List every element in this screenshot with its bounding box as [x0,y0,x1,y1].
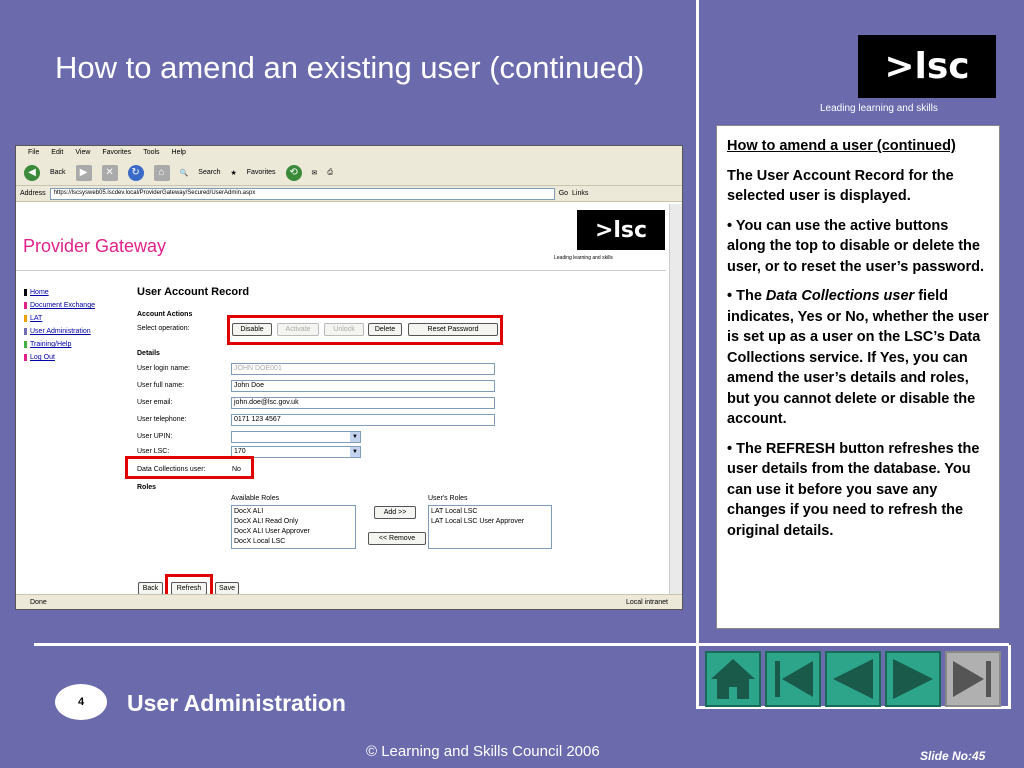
telephone-field[interactable]: 0171 123 4567 [231,414,495,426]
gateway-logo: >lsc [577,210,665,250]
telephone-label: User telephone: [137,416,187,423]
menu-view[interactable]: View [75,149,91,156]
skip-forward-icon [947,653,999,705]
gateway-divider [16,270,666,271]
vertical-scrollbar[interactable] [669,204,682,595]
first-slide-button[interactable] [765,651,821,707]
home-icon [707,653,759,705]
menu-file[interactable]: File [28,149,40,156]
print-icon[interactable]: ⎙ [327,168,334,176]
remove-role-button[interactable]: << Remove [368,532,426,545]
highlight-data-collections [125,456,254,479]
back-button[interactable]: Back [138,582,163,595]
nav-item-home[interactable]: Home [24,286,95,299]
skip-back-icon [767,653,819,705]
home-button[interactable] [705,651,761,707]
notes-paragraph-4: • The REFRESH button refreshes the user details from the database. You can use it before you save any changes if you need to refresh the original details. [727,440,980,539]
data-collections-label: Data Collections user: [137,466,206,473]
upin-label: User UPIN: [137,433,173,440]
browser-statusbar [16,594,682,609]
list-item[interactable]: DocX Local LSC [234,538,286,545]
lsc-logo-tagline: Leading learning and skills [820,103,938,114]
slide-number: Slide No:45 [920,749,986,763]
gateway-title: Provider Gateway [23,236,167,256]
list-item[interactable]: LAT Local LSC [431,508,478,515]
available-roles-label: Available Roles [231,495,280,502]
menu-tools[interactable]: Tools [143,149,160,156]
previous-slide-button[interactable] [825,651,881,707]
address-input[interactable]: https://lscsysweb05.lscdev.local/ProviderGateway/Secured/UserAdmin.aspx [50,188,555,200]
browser-toolbar [16,160,682,186]
divider-nav-right [1008,645,1011,709]
copyright: © Learning and Skills Council 2006 [366,743,600,760]
details-heading: Details [137,350,160,357]
menu-help[interactable]: Help [171,149,186,156]
email-field[interactable]: john.doe@lsc.gov.uk [231,397,495,409]
delete-button[interactable]: Delete [368,323,402,336]
slide-title: How to amend an existing user (continued) [55,50,645,85]
full-name-label: User full name: [137,382,185,389]
divider-vertical [696,0,699,708]
disable-button[interactable]: Disable [232,323,272,336]
last-slide-button[interactable] [945,651,1001,707]
save-button[interactable]: Save [215,582,239,595]
list-item[interactable]: DocX ALI Read Only [234,518,299,525]
list-item[interactable]: LAT Local LSC User Approver [431,518,525,525]
notes-panel [716,125,1000,629]
lsc-value: 170 [234,448,246,455]
go-button[interactable]: Go [558,190,569,197]
home-icon[interactable]: ⌂ [154,165,170,181]
section-number-badge: 4 [55,684,107,720]
select-operation-label: Select operation: [137,325,190,332]
address-bar [16,186,682,202]
history-icon[interactable]: ⟲ [286,165,302,181]
links-button[interactable]: Links [572,190,589,197]
add-role-button[interactable]: Add >> [374,506,416,519]
address-label: Address [20,190,46,197]
lsc-logo: >lsc [858,35,996,98]
login-name-field: JOHN DOE001 [231,363,495,375]
next-slide-button[interactable] [885,651,941,707]
nav-item-user-administration[interactable]: User Administration [24,325,95,338]
email-label: User email: [137,399,173,406]
mail-icon[interactable]: ✉ [311,169,318,177]
section-label: User Administration [127,690,346,716]
chevron-down-icon[interactable]: ▼ [350,447,360,457]
status-done: Done [30,598,47,606]
list-item[interactable]: DocX ALI [234,508,264,515]
gateway-logo-tagline: Leading learning and skills [554,255,613,261]
users-roles-label: User's Roles [428,495,468,502]
browser-screenshot [15,145,683,610]
search-button[interactable]: Search [198,169,221,176]
nav-item-training-help[interactable]: Training/Help [24,338,95,351]
reset-password-button[interactable]: Reset Password [408,323,498,336]
notes-heading: How to amend a user (continued) [727,138,956,154]
nav-item-log-out[interactable]: Log Out [24,351,95,364]
back-button[interactable]: Back [50,169,66,176]
full-name-field[interactable]: John Doe [231,380,495,392]
available-roles-list[interactable] [231,505,356,549]
lsc-label: User LSC: [137,448,170,455]
unlock-button: Unlock [324,323,364,336]
next-icon [887,653,939,705]
status-zone: Local intranet [625,598,668,606]
chevron-down-icon[interactable]: ▼ [350,432,360,442]
previous-icon [827,653,879,705]
divider-horizontal [34,643,1009,646]
notes-paragraph-1: The User Account Record for the selected user is displayed. [727,167,954,204]
menu-favorites[interactable]: Favorites [102,149,132,156]
stop-icon[interactable]: ✕ [102,165,118,181]
nav-item-document-exchange[interactable]: Document Exchange [24,299,95,312]
search-icon[interactable]: 🔍 [179,169,189,177]
data-collections-value: No [232,466,241,473]
favorites-button[interactable]: Favorites [246,169,276,176]
nav-item-lat[interactable]: LAT [24,312,95,325]
roles-heading: Roles [137,484,157,491]
highlight-action-buttons [227,315,503,345]
web-page [16,204,669,595]
activate-button: Activate [277,323,319,336]
menu-edit[interactable]: Edit [51,149,64,156]
list-item[interactable]: DocX ALI User Approver [234,528,310,535]
refresh-button[interactable]: Refresh [171,582,207,595]
account-actions-heading: Account Actions [137,311,193,318]
section-title: User Account Record [137,286,250,298]
login-name-label: User login name: [137,365,190,372]
browser-menubar [16,146,682,160]
upin-select[interactable] [231,431,361,443]
forward-arrow-icon[interactable]: ▶ [76,165,92,181]
gateway-nav [24,286,95,364]
notes-paragraph-2: • You can use the active buttons along the top to disable or delete the user, or to reset the user’s password. [727,217,985,275]
users-roles-list[interactable] [428,505,552,549]
favorites-icon[interactable]: ★ [230,169,237,177]
notes-paragraph-3: • The Data Collections user field indicates, Yes or No, whether the user is set up as a user on the LSC’s Data Collections service. If Yes, you can amend the user’s details and roles, but you cannot delete or disable the account. [727,288,989,427]
refresh-icon[interactable]: ↻ [128,165,144,181]
back-arrow-icon[interactable]: ◀ [24,165,40,181]
